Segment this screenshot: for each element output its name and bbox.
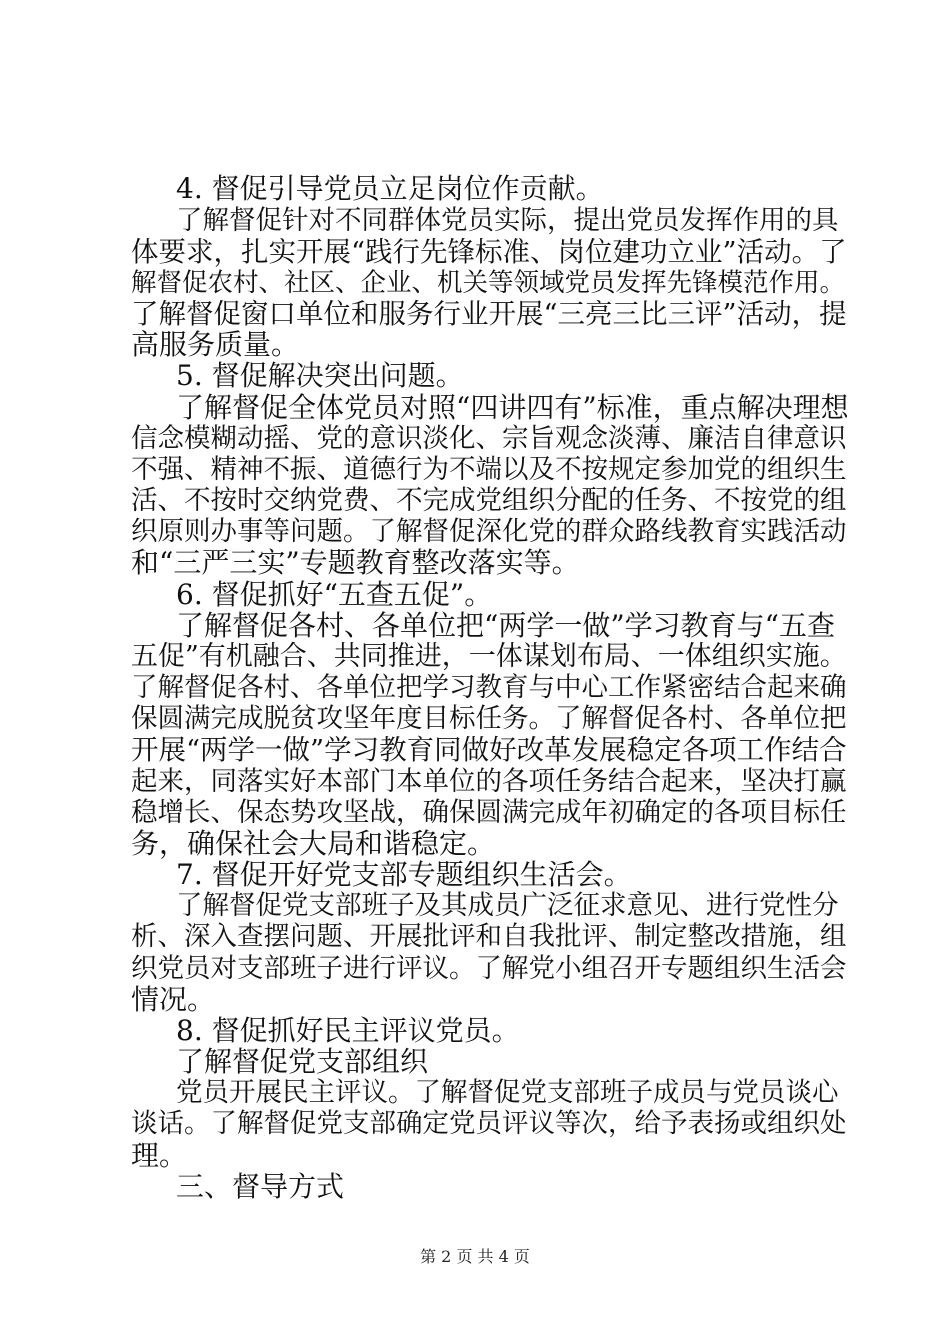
heading-8: 8. 督促抓好民主评议党员。 bbox=[176, 1014, 520, 1047]
section-heading: 三、督导方式 bbox=[176, 1170, 345, 1203]
paragraph-line: 稳增长、保态势攻坚战，确保圆满完成年初确定的各项目标任 bbox=[131, 797, 847, 828]
paragraph-line: 高服务质量。 bbox=[131, 328, 300, 361]
paragraph-line: 了解督促各村、各单位把“两学一做”学习教育与“五查 bbox=[176, 609, 835, 642]
paragraph-line: 了解督促各村、各单位把学习教育与中心工作紧密结合起来确 bbox=[131, 672, 847, 703]
heading-7: 7. 督促开好党支部专题组织生活会。 bbox=[176, 858, 632, 891]
paragraph-line: 信念模糊动摇、党的意识淡化、宗旨观念淡薄、廉洁自律意识 bbox=[131, 423, 847, 454]
paragraph-line: 活、不按时交纳党费、不完成党组织分配的任务、不按党的组 bbox=[131, 485, 847, 516]
paragraph-line: 保圆满完成脱贫攻坚年度目标任务。了解督促各村、各单位把 bbox=[131, 703, 847, 734]
paragraph-line: 了解督促党支部组织 bbox=[176, 1045, 429, 1078]
paragraph-line: 不强、精神不振、道德行为不端以及不按规定参加党的组织生 bbox=[131, 454, 847, 485]
page-footer: 第 2 页 共 4 页 bbox=[420, 1247, 530, 1266]
paragraph-line: 五促”有机融合、共同推进，一体谋划布局、一体组织实施。 bbox=[131, 641, 847, 672]
paragraph-line: 体要求，扎实开展“践行先锋标准、岗位建功立业”活动。了 bbox=[131, 236, 847, 268]
paragraph-line: 解督促农村、社区、企业、机关等领域党员发挥先锋模范作用。 bbox=[131, 268, 846, 298]
paragraph-line: 起来，同落实好本部门本单位的各项任务结合起来，坚决打赢 bbox=[131, 766, 847, 797]
heading-6: 6. 督促抓好“五查五促”。 bbox=[176, 578, 493, 611]
paragraph-line: 了解督促全体党员对照“四讲四有”标准，重点解决理想 bbox=[176, 391, 849, 424]
paragraph-line: 了解督促党支部班子及其成员广泛征求意见、进行党性分 bbox=[176, 890, 839, 921]
paragraph-line: 务，确保社会大局和谐稳定。 bbox=[131, 827, 496, 860]
paragraph-line: 了解督促针对不同群体党员实际，提出党员发挥作用的具 bbox=[176, 205, 839, 236]
paragraph-line: 理。 bbox=[131, 1139, 188, 1172]
paragraph-line: 织党员对支部班子进行评议。了解党小组召开专题组织生活会 bbox=[131, 953, 847, 984]
heading-4: 4. 督促引导党员立足岗位作贡献。 bbox=[176, 172, 604, 205]
paragraph-line: 了解督促窗口单位和服务行业开展“三亮三比三评”活动，提 bbox=[131, 298, 847, 330]
paragraph-line: 情况。 bbox=[131, 983, 216, 1016]
paragraph-line: 谈话。了解督促党支部确定党员评议等次，给予表扬或组织处 bbox=[131, 1108, 847, 1139]
heading-5: 5. 督促解决突出问题。 bbox=[176, 359, 464, 392]
paragraph-line: 和“三严三实”专题教育整改落实等。 bbox=[131, 546, 580, 579]
paragraph-line: 析、深入查摆问题、开展批评和自我批评、制定整改措施，组 bbox=[131, 921, 847, 952]
paragraph-line: 开展“两学一做”学习教育同做好改革发展稳定各项工作结合 bbox=[131, 734, 847, 766]
paragraph-line: 织原则办事等问题。了解督促深化党的群众路线教育实践活动 bbox=[131, 516, 847, 547]
paragraph-line: 党员开展民主评议。了解督促党支部班子成员与党员谈心 bbox=[176, 1077, 839, 1108]
